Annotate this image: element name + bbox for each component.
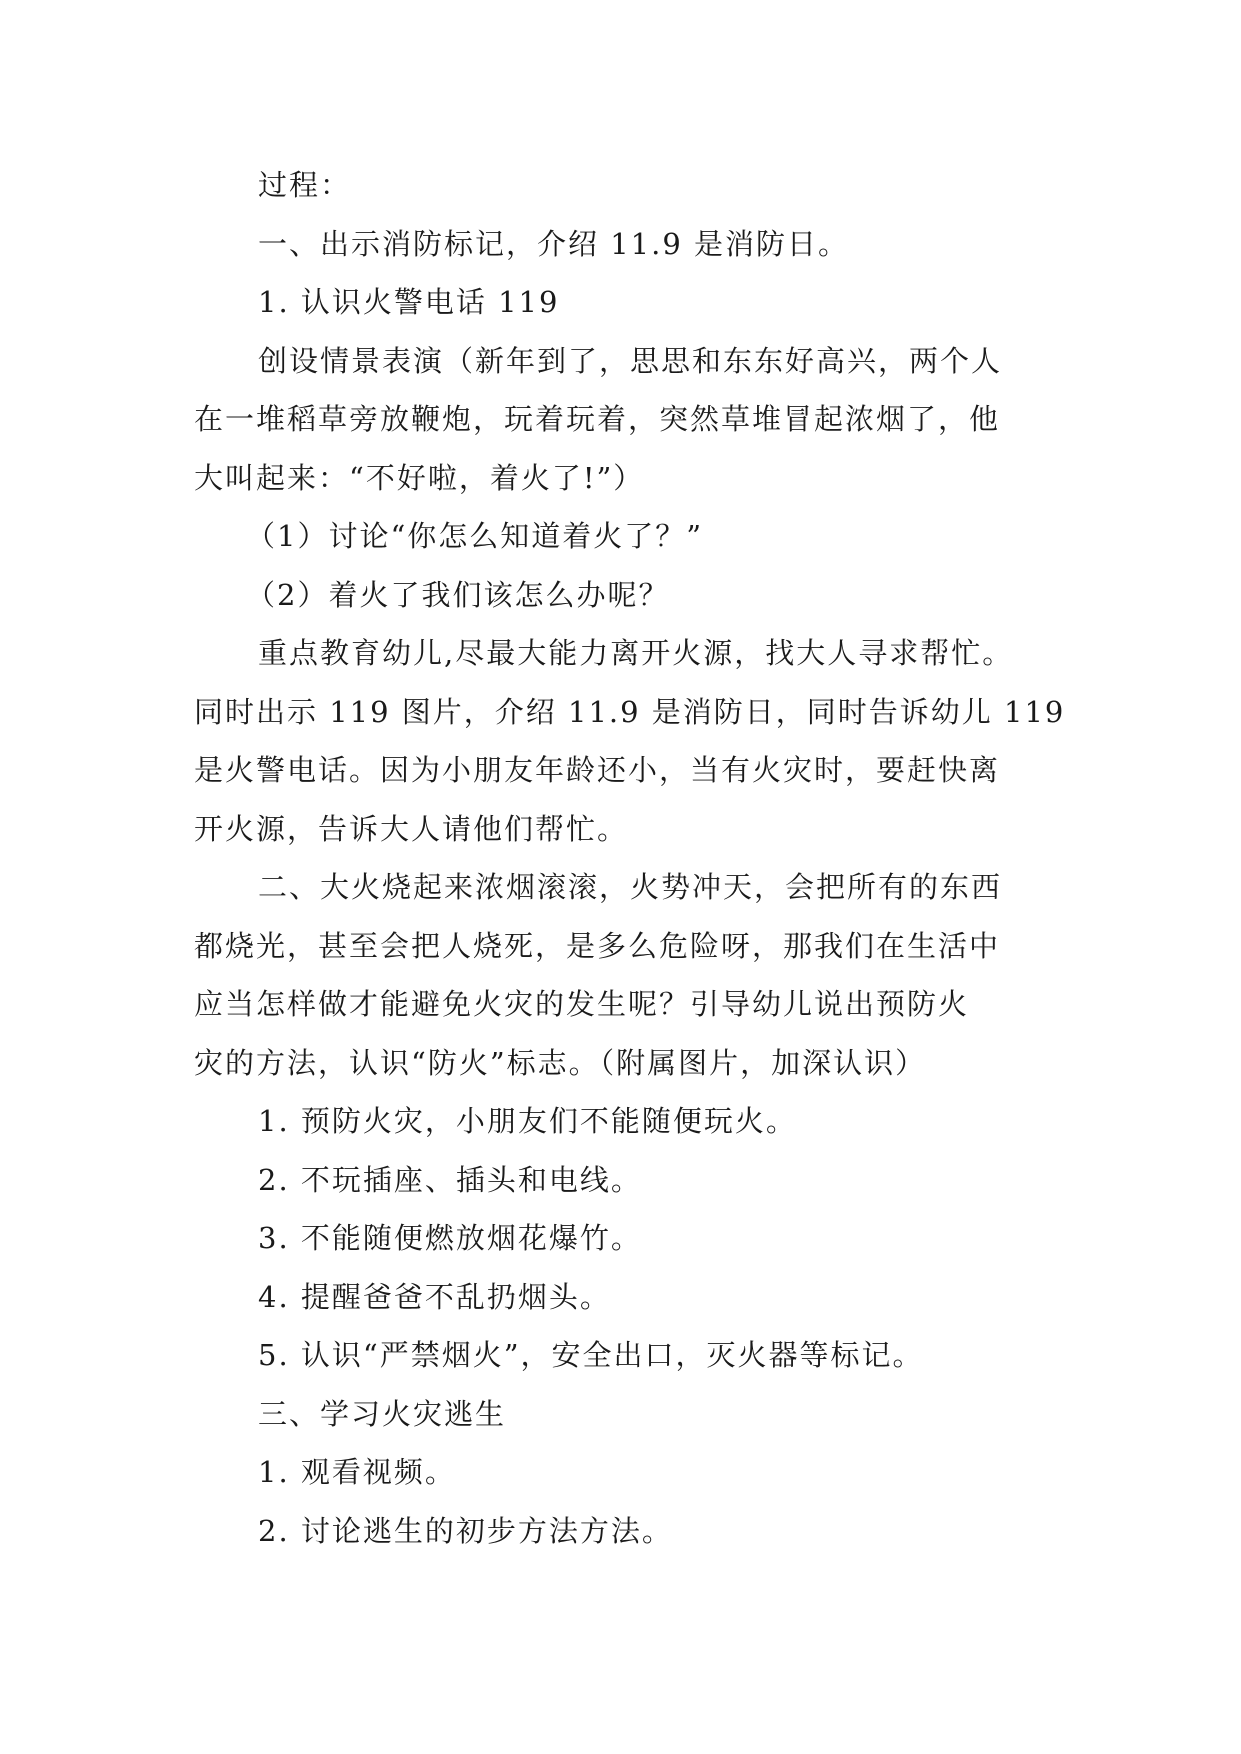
text-line: 1. 观看视频。 [258, 1455, 456, 1489]
text-line: 2. 讨论逃生的初步方法方法。 [258, 1513, 673, 1548]
text-line: 开火源，告诉大人请他们帮忙。 [194, 811, 629, 846]
text-line: 在一堆稻草旁放鞭炮，玩着玩着，突然草堆冒起浓烟了，他 [194, 402, 1001, 436]
text-line: 是火警电话。因为小朋友年龄还小，当有火灾时，要赶快离 [194, 753, 1001, 787]
text-line: 1. 预防火灾，小朋友们不能随便玩火。 [258, 1104, 797, 1138]
text-line: 重点教育幼儿,尽最大能力离开火源，找大人寻求帮忙。 [258, 636, 1014, 670]
text-line: 3. 不能随便燃放烟花爆竹。 [258, 1221, 642, 1255]
text-line: 二、大火烧起来浓烟滚滚，火势冲天，会把所有的东西 [258, 870, 1003, 904]
text-line: 灾的方法，认识“防火”标志。（附属图片，加深认识） [194, 1045, 927, 1080]
text-line: 2. 不玩插座、插头和电线。 [258, 1162, 642, 1197]
text-line: 都烧光，甚至会把人烧死，是多么危险呀，那我们在生活中 [194, 928, 1001, 963]
text-line: 4. 提醒爸爸不乱扔烟头。 [258, 1279, 611, 1314]
text-line: （2）着火了我们该怎么办呢？ [246, 577, 670, 612]
text-line: 同时出示 119 图片，介绍 11.9 是消防日，同时告诉幼儿 119 [194, 694, 1066, 729]
text-line: 一、出示消防标记，介绍 11.9 是消防日。 [258, 226, 850, 261]
text-line: 创设情景表演（新年到了，思思和东东好高兴，两个人 [258, 343, 1003, 378]
text-line: 三、学习火灾逃生 [258, 1396, 507, 1431]
text-line: 大叫起来：“不好啦，着火了!”） [194, 460, 645, 495]
text-line: （1）讨论“你怎么知道着火了？” [246, 519, 704, 553]
text-line: 1. 认识火警电话 119 [258, 285, 560, 319]
text-line: 5. 认识“严禁烟火”，安全出口，灭火器等标记。 [258, 1338, 924, 1372]
text-line: 过程： [258, 168, 352, 202]
document-body [194, 156, 1064, 1560]
text-line: 应当怎样做才能避免火灾的发生呢？引导幼儿说出预防火 [194, 987, 970, 1021]
